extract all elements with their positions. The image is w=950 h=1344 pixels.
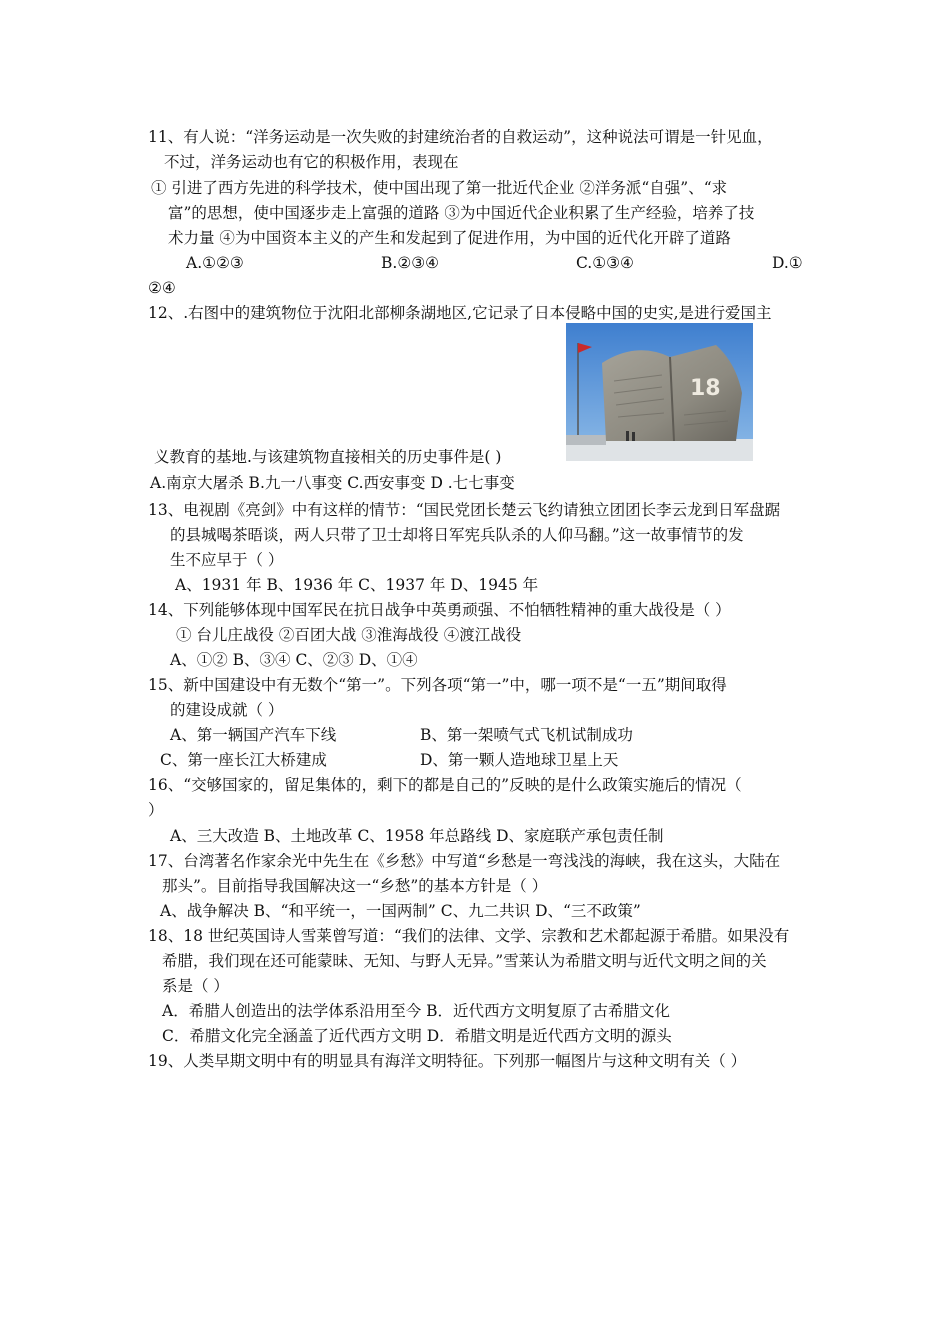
q11-option-c: C.①③④ xyxy=(576,254,634,272)
q11-option-d-continued: ②④ xyxy=(148,279,176,297)
q18-options-ab: A．希腊人创造出的法学体系沿用至今 B．近代西方文明复原了古希腊文化 xyxy=(162,1002,671,1020)
q17-options: A、战争解决 B、“和平统一，一国两制” C、九二共识 D、“三不政策” xyxy=(160,902,641,920)
q14-items: ① 台儿庄战役 ②百团大战 ③淮海战役 ④渡江战役 xyxy=(176,626,522,644)
q14-stem: 14、下列能够体现中国军民在抗日战争中英勇顽强、不怕牺牲精神的重大战役是（ ） xyxy=(148,601,731,619)
q18-options-cd: C．希腊文化完全涵盖了近代西方文明 D．希腊文明是近代西方文明的源头 xyxy=(162,1027,672,1045)
memorial-photo xyxy=(566,323,753,461)
q11-option-a: A.①②③ xyxy=(186,254,244,272)
q18-stem-line1: 18、18 世纪英国诗人雪莱曾写道：“我们的法律、文学、宗教和艺术都起源于希腊。如果没有 xyxy=(148,927,790,945)
q11-option-d: D.① xyxy=(772,254,803,272)
q15-option-c: C、第一座长江大桥建成 xyxy=(160,751,327,769)
q16-stem-line1: 16、“交够国家的，留足集体的，剩下的都是自己的”反映的是什么政策实施后的情况（ xyxy=(148,776,742,794)
q18-stem-line2: 希腊，我们现在还可能蒙昧、无知、与野人无异。”雪莱认为希腊文明与近代文明之间的关 xyxy=(162,952,767,970)
q15-stem-line2: 的建设成就（ ） xyxy=(170,701,284,719)
q12-stem-line1: 12、.右图中的建筑物位于沈阳北部柳条湖地区,它记录了日本侵略中国的史实,是进行爱国主 xyxy=(148,304,772,322)
q16-stem-line2: ） xyxy=(148,801,164,819)
q11-stem-line1: 11、有人说：“洋务运动是一次失败的封建统治者的自救运动”，这种说法可谓是一针见血， xyxy=(148,128,773,146)
q11-stem-line2: 不过，洋务运动也有它的积极作用，表现在 xyxy=(164,153,459,171)
q17-stem-line2: 那头”。目前指导我国解决这一“乡愁”的基本方针是（ ） xyxy=(162,877,548,895)
q13-options: A、1931 年 B、1936 年 C、1937 年 D、1945 年 xyxy=(175,576,539,594)
q19-stem: 19、人类早期文明中有的明显具有海洋文明特征。下列那一幅图片与这种文明有关（ ） xyxy=(148,1052,747,1070)
q15-option-d: D、第一颗人造地球卫星上天 xyxy=(420,751,619,769)
q11-items-line2: 富”的思想，使中国逐步走上富强的道路 ③为中国近代企业积累了生产经验，培养了技 xyxy=(168,204,755,222)
q18-stem-line3: 系是（ ） xyxy=(162,977,229,995)
q13-stem-line1: 13、电视剧《亮剑》中有这样的情节：“国民党团长楚云飞约请独立团团长李云龙到日军盘踞 xyxy=(148,501,781,519)
q15-option-a: A、第一辆国产汽车下线 xyxy=(170,726,337,744)
q13-stem-line3: 生不应早于（ ） xyxy=(170,551,284,569)
q15-stem-line1: 15、新中国建设中有无数个“第一”。下列各项“第一”中，哪一项不是“一五”期间取得 xyxy=(148,676,727,694)
q11-items-line3: 术力量 ④为中国资本主义的产生和发起到了促进作用，为中国的近代化开辟了道路 xyxy=(168,229,731,247)
plaque-number: 18 xyxy=(690,376,721,401)
q11-items-line1: ① 引进了西方先进的科学技术，使中国出现了第一批近代企业 ②洋务派“自强”、“求 xyxy=(151,179,728,197)
q16-options: A、三大改造 B、土地改革 C、1958 年总路线 D、家庭联产承包责任制 xyxy=(170,827,664,845)
q12-options: A.南京大屠杀 B.九一八事变 C.西安事变 D .七七事变 xyxy=(150,474,515,492)
q12-stem-line2: 义教育的基地.与该建筑物直接相关的历史事件是( ) xyxy=(154,448,502,466)
q15-option-b: B、第一架喷气式飞机试制成功 xyxy=(420,726,633,744)
q11-option-b: B.②③④ xyxy=(381,254,440,272)
q17-stem-line1: 17、台湾著名作家余光中先生在《乡愁》中写道“乡愁是一弯浅浅的海峡，我在这头，大陆在 xyxy=(148,852,781,870)
q13-stem-line2: 的县城喝茶晤谈，两人只带了卫士却将日军宪兵队杀的人仰马翻。”这一故事情节的发 xyxy=(170,526,744,544)
q14-options: A、①② B、③④ C、②③ D、①④ xyxy=(170,651,418,669)
